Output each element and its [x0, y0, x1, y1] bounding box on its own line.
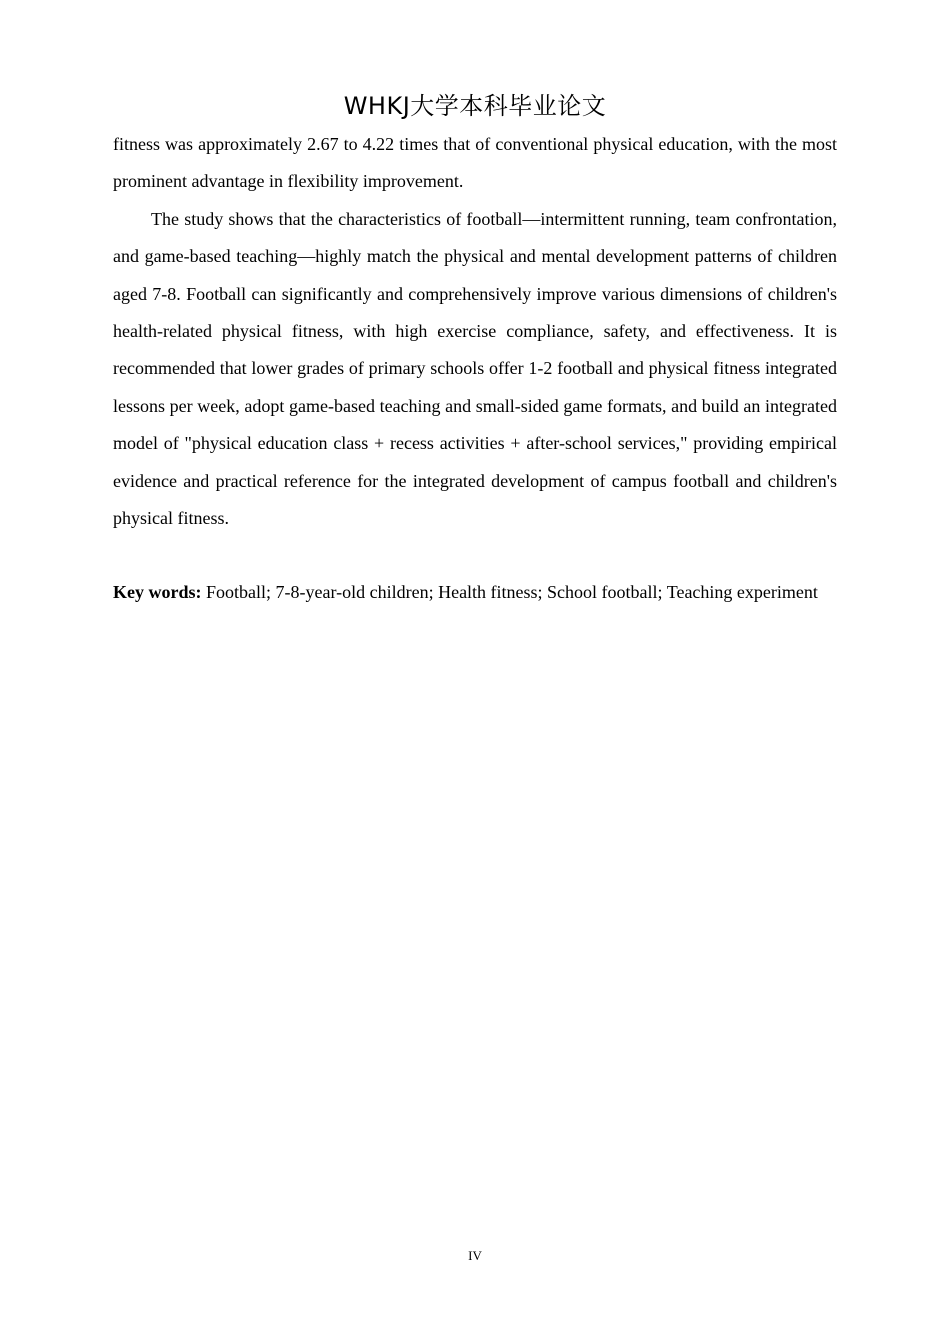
page-number: IV — [468, 1248, 482, 1263]
keywords-label: Key words: — [113, 582, 202, 603]
keywords-text: Football; 7-8-year-old children; Health fitness; School football; Teaching experiment — [201, 582, 818, 603]
keywords-line — [113, 574, 837, 611]
abstract-continuation-paragraph: fitness was approximately 2.67 to 4.22 times that of conventional physical education, with the most prominent advantage in flexibility improvement. — [113, 134, 837, 192]
abstract-conclusion-paragraph: The study shows that the characteristics of football—intermittent running, team confrontation, and game-based teaching—highly match the physical and mental development patterns of children aged 7-8. Football can significantly and comprehensively improve various dimensions of children's health-related physical fitness, with high exercise compliance, safety, and effectiveness. It is recommended that lower grades of primary schools offer 1-2 football and physical fitness integrated lessons per week, adopt game-based teaching and small-sided game formats, and build an integrated model of "physical education class + recess activities + after-school services," providing empirical evidence and practical reference for the integrated development of campus football and children's physical fitness. — [113, 208, 837, 529]
running-header: WHKJ大学本科毕业论文 — [343, 92, 607, 120]
abstract-body — [113, 126, 837, 612]
